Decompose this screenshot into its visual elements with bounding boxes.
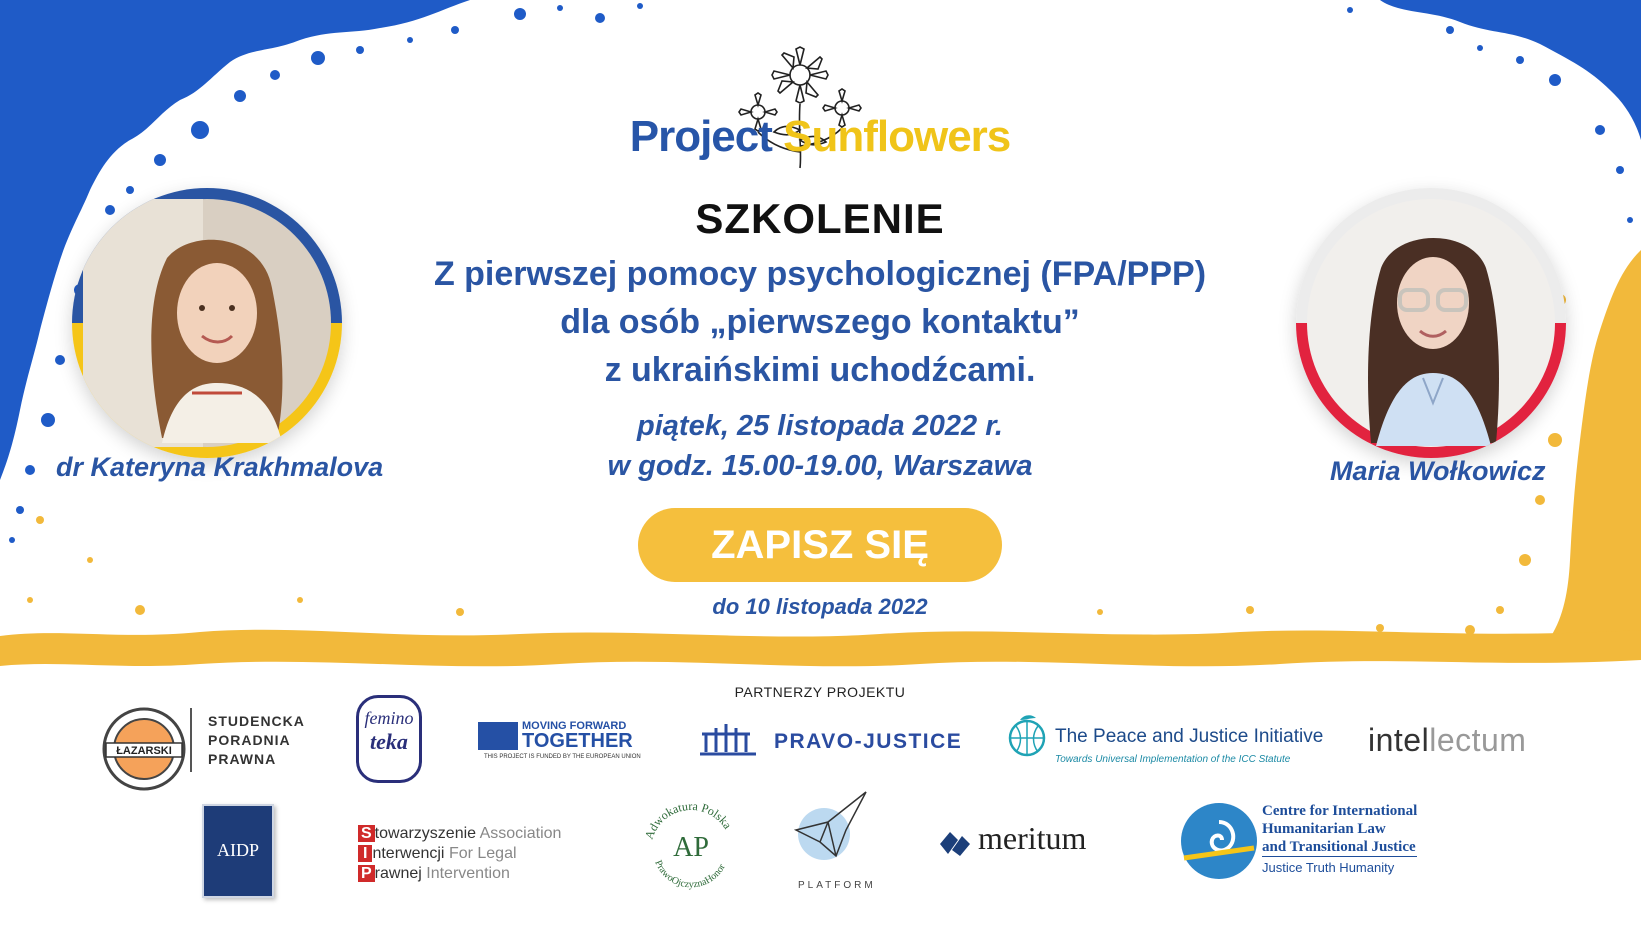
speaker-left-photo-frame	[72, 188, 342, 458]
cihl-line-4: Justice Truth Humanity	[1262, 860, 1395, 875]
speaker-left-avatar	[72, 188, 342, 458]
speaker-right-name: Maria Wołkowicz	[1330, 456, 1546, 486]
svg-text:PrawoOjczyznaHonor	[652, 859, 728, 891]
brand-part2: Sunflowers	[783, 112, 1011, 161]
sip-letter-1: S	[358, 825, 375, 842]
globe-dove-icon	[1006, 712, 1048, 758]
event-heading: SZKOLENIE	[695, 195, 945, 242]
pji-line-2: Towards Universal Implementation of the ICC Statute	[1055, 754, 1291, 765]
cihl-logo-text	[1262, 802, 1417, 877]
intellectum-part-b: lectum	[1429, 722, 1527, 758]
feminoteka-line-1: femino	[364, 708, 414, 728]
lazarski-line-1: STUDENCKA	[208, 713, 305, 729]
cihl-line-2: Humanitarian Law	[1262, 821, 1386, 837]
event-time-place: w godz. 15.00-19.00, Warszawa	[607, 450, 1033, 482]
brand-title	[360, 112, 1280, 162]
adwokatura-polska-logo	[636, 790, 746, 900]
cihl-line-1: Centre for International	[1262, 803, 1418, 819]
partners-label: PARTNERZY PROJEKTU	[734, 684, 906, 700]
lazarski-seal-text: ŁAZARSKI	[116, 745, 172, 757]
lazarski-logo-text	[208, 712, 305, 769]
intellectum-part-a: intel	[1368, 722, 1430, 758]
eu-line-2: TOGETHER	[522, 730, 633, 752]
pji-line-1: The Peace and Justice Initiative	[1055, 726, 1324, 747]
adwokatura-arc-text: Adwokatura Polska	[641, 798, 735, 842]
pravo-justice-text: PRAVO-JUSTICE	[774, 730, 963, 753]
sip-word-3: rawnej	[374, 865, 422, 882]
registration-deadline: do 10 listopada 2022	[712, 594, 928, 619]
event-title-line-1: Z pierwszej pomocy psychologicznej (FPA/PPP)	[433, 255, 1207, 293]
sip-eng-2: For Legal	[448, 845, 517, 862]
sip-word-2: nterwencji	[372, 845, 445, 862]
cihl-spiral-icon	[1178, 800, 1260, 882]
pravo-justice-building-icon	[696, 720, 760, 756]
sip-letter-3: P	[358, 865, 375, 882]
eu-flag-icon	[478, 722, 518, 750]
meritum-text: meritum	[978, 820, 1087, 856]
sip-letter-2: I	[358, 845, 372, 862]
lazarski-line-2: PORADNIA	[208, 732, 291, 748]
speaker-right-avatar	[1296, 188, 1566, 458]
adwokatura-monogram: AP	[673, 832, 709, 863]
sip-logo	[358, 824, 561, 884]
aidp-text: AIDP	[216, 840, 259, 860]
feminoteka-line-2: teka	[370, 729, 408, 754]
eu-line-1: MOVING FORWARD	[522, 720, 627, 732]
feminoteka-logo	[356, 695, 422, 783]
platform-text: PLATFORM	[798, 880, 876, 891]
event-date: piątek, 25 listopada 2022 r.	[637, 410, 1003, 442]
eu-line-3: THIS PROJECT IS FUNDED BY THE EUROPEAN UNION	[484, 754, 641, 760]
adwokatura-bottom-text: PrawoOjczyznaHonor	[652, 858, 728, 891]
speaker-left-name: dr Kateryna Krakhmalova	[56, 452, 384, 482]
cihl-line-3: and Transitional Justice	[1262, 839, 1416, 855]
meritum-logo-icon	[936, 828, 974, 860]
aidp-logo	[202, 804, 274, 898]
register-button[interactable]: ZAPISZ SIĘ	[638, 508, 1002, 582]
event-title-line-2: dla osób „pierwszego kontaktu”	[560, 303, 1080, 341]
sip-eng-1: Association	[479, 825, 562, 842]
platform-dove-icon	[786, 786, 876, 878]
speaker-right-photo-frame	[1296, 188, 1566, 458]
lazarski-divider	[190, 708, 192, 772]
event-title-line-3: z ukraińskimi uchodźcami.	[604, 351, 1036, 389]
lazarski-seal-icon	[100, 705, 188, 793]
sip-eng-3: Intervention	[426, 865, 510, 882]
brand-part1: Project	[629, 112, 784, 161]
sip-word-1: towarzyszenie	[374, 825, 477, 842]
lazarski-line-3: PRAWNA	[208, 751, 277, 767]
intellectum-logo	[1368, 722, 1526, 759]
